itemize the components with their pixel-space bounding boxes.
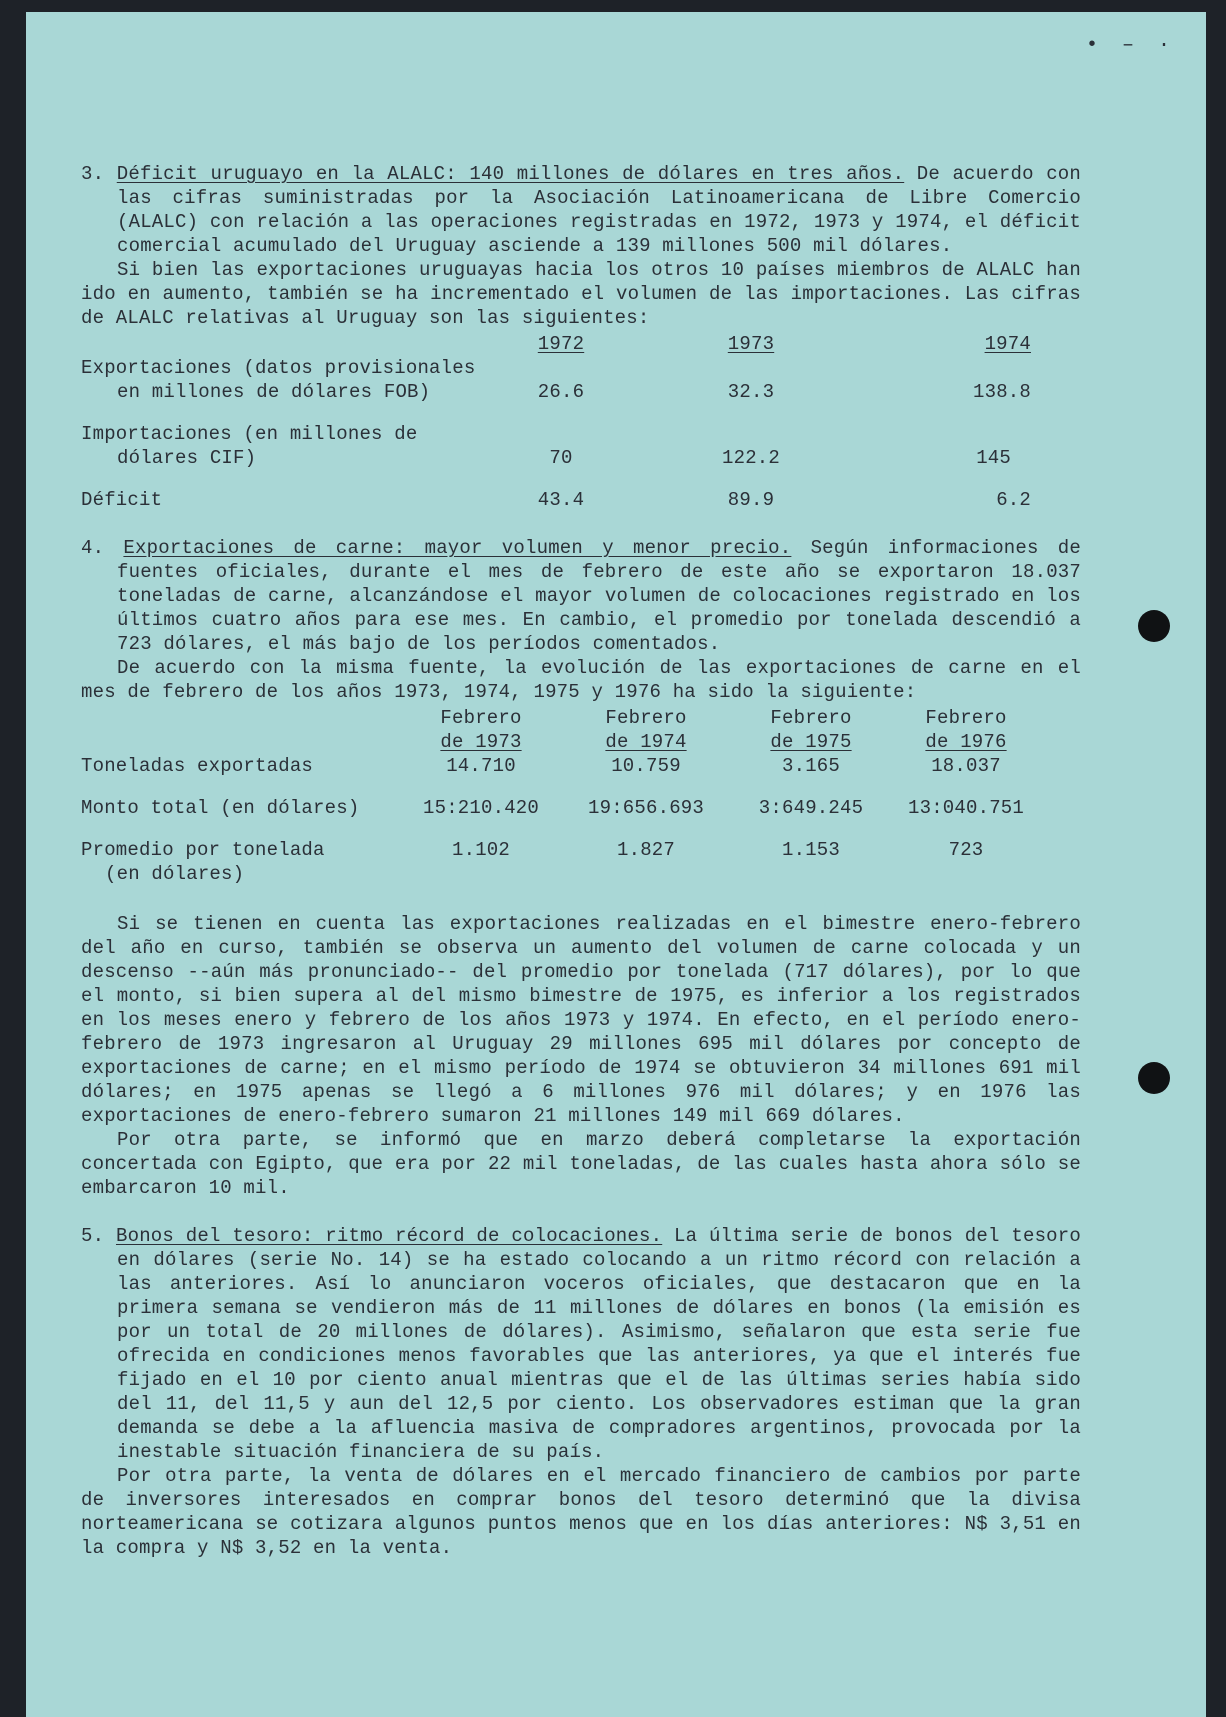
- section-paragraph: De acuerdo con las cifras suministradas por la Asociación Latinoamericana de Libre Comercio (ALALC) con relación a las operaciones registradas en 1972, 1973 y 1974, el déficit comercial acumulado del Uruguay asciende a 139 millones 500 mil dólares.: [117, 163, 1081, 257]
- table-row: [81, 422, 1041, 446]
- row-label: Importaciones (en millones de: [81, 423, 418, 445]
- column-header: de 1975: [770, 731, 852, 753]
- row-label: dólares CIF): [117, 447, 257, 469]
- column-header: Febrero: [605, 707, 687, 729]
- column-header: de 1974: [605, 731, 687, 753]
- column-header: 1972: [537, 333, 585, 355]
- table-row: [81, 838, 1041, 862]
- section-3-lead: [81, 162, 1081, 258]
- meat-exports-table: [81, 706, 1041, 886]
- punch-hole-icon: [1138, 1062, 1170, 1094]
- table-cell: 43.4: [537, 489, 585, 511]
- document-body: [81, 162, 1081, 1560]
- table-header-row: [81, 332, 1041, 356]
- section-paragraph: Según informaciones de fuentes oficiales, durante el mes de febrero de este año se exportaron 18.037 toneladas de carne, alcanzándose el mayor volumen de colocaciones registrado en los últimos cuatro años para ese mes. En cambio, el promedio por tonelada descendió a 723 dólares, el más bajo de los períodos comentados.: [117, 537, 1081, 655]
- table-row: [81, 488, 1041, 512]
- column-header: de 1973: [440, 731, 522, 753]
- column-header: 1973: [727, 333, 775, 355]
- row-label: Monto total (en dólares): [81, 797, 360, 819]
- table-row: [81, 862, 1041, 886]
- section-4-lead: [81, 536, 1081, 656]
- table-cell: 32.3: [727, 381, 775, 403]
- table-cell: 18.037: [931, 755, 1001, 777]
- table-cell: 138.8: [972, 381, 1031, 403]
- table-header-row: [81, 706, 1041, 730]
- table-cell: 14.710: [446, 755, 516, 777]
- table-row: [81, 356, 1041, 380]
- row-label: Toneladas exportadas: [81, 755, 314, 777]
- section-number: 4.: [81, 537, 105, 559]
- section-paragraph: Por otra parte, la venta de dólares en el mercado financiero de cambios por parte de inversores interesados en comprar bonos del tesoro determinó que la divisa norteamericana se cotizara algunos puntos menos que en los días anteriores: N$ 3,51 en la compra y N$ 3,52 en la venta.: [81, 1465, 1081, 1559]
- table-cell: 1.827: [616, 839, 675, 861]
- table-header-row: [81, 730, 1041, 754]
- table-cell: 70: [549, 447, 573, 469]
- section-5: [81, 1224, 1081, 1560]
- table-cell: 26.6: [537, 381, 585, 403]
- section-3: [81, 162, 1081, 512]
- table-cell: 122.2: [721, 447, 780, 469]
- punch-hole-icon: [1138, 610, 1170, 642]
- row-label: Promedio por tonelada: [81, 839, 325, 861]
- section-paragraph: Si bien las exportaciones uruguayas hacia los otros 10 países miembros de ALALC han ido en aumento, también se ha incrementado el volumen de las importaciones. Las cifras de ALALC relativas al Uruguay son las siguientes:: [81, 259, 1081, 329]
- table-cell: 15:210.420: [422, 797, 540, 819]
- table-cell: 6.2: [996, 489, 1031, 511]
- table-cell: 3.165: [781, 755, 840, 777]
- table-cell: 3:649.245: [758, 797, 864, 819]
- table-cell: 145: [976, 447, 1011, 469]
- table-cell: 10.759: [611, 755, 681, 777]
- column-header: 1974: [984, 333, 1031, 355]
- column-header: Febrero: [770, 707, 852, 729]
- section-paragraph: De acuerdo con la misma fuente, la evolución de las exportaciones de carne en el mes de febrero de los años 1973, 1974, 1975 y 1976 ha sido la siguiente:: [81, 657, 1081, 703]
- column-header: Febrero: [925, 707, 1007, 729]
- column-header: de 1976: [925, 731, 1007, 753]
- section-number: 5.: [81, 1225, 105, 1247]
- column-header: Febrero: [440, 707, 522, 729]
- row-label: Déficit: [81, 489, 163, 511]
- corner-marks: • – ·: [1085, 34, 1176, 57]
- row-label: en millones de dólares FOB): [117, 381, 431, 403]
- table-row: [81, 380, 1041, 404]
- section-paragraph: La última serie de bonos del tesoro en dólares (serie No. 14) se ha estado colocando a un ritmo récord con relación a las anteriores. Así lo anunciaron voceros oficiales, que destacaron que en la primera semana se vendieron más de 11 millones de dólares en bonos (la emisión es por un total de 20 millones de dólares). Asimismo, señalaron que esta serie fue ofrecida en condiciones menos favorables que las anteriores, ya que el interés fue fijado en el 10 por ciento anual mientras que el de las últimas series había sido del 11, del 11,5 y aun del 12,5 por ciento. Los observadores estiman que la gran demanda se debe a la afluencia masiva de compradores argentinos, provocada por la inestable situación financiera de su país.: [117, 1225, 1081, 1463]
- table-cell: 13:040.751: [907, 797, 1025, 819]
- table-row: [81, 796, 1041, 820]
- section-paragraph: Si se tienen en cuenta las exportaciones realizadas en el bimestre enero-febrero del año en curso, también se observa un aumento del volumen de carne colocada y un descenso --aún más pronunciado-- del promedio por tonelada (717 dólares), por lo que el monto, si bien supera al del mismo bimestre de 1975, es inferior a los registrados en los meses enero y febrero de los años 1973 y 1974. En efecto, en el período enero-febrero de 1973 ingresaron al Uruguay 29 millones 695 mil dólares por concepto de exportaciones de carne; en el mismo período de 1974 se obtuvieron 34 millones 691 mil dólares; en 1975 apenas se llegó a 6 millones 976 mil dólares; y en 1976 las exportaciones de enero-febrero sumaron 21 millones 149 mil 669 dólares.: [81, 913, 1081, 1127]
- table-cell: 1.153: [781, 839, 840, 861]
- section-paragraph: Por otra parte, se informó que en marzo deberá completarse la exportación concertada con Egipto, que era por 22 mil toneladas, de las cuales hasta ahora sólo se embarcaron 10 mil.: [81, 1129, 1081, 1199]
- section-heading: Déficit uruguayo en la ALALC: 140 millones de dólares en tres años.: [116, 163, 905, 185]
- table-cell: 19:656.693: [587, 797, 705, 819]
- section-heading: Bonos del tesoro: ritmo récord de colocaciones.: [115, 1225, 663, 1247]
- table-row: [81, 754, 1041, 778]
- table-cell: 1.102: [451, 839, 510, 861]
- alalc-table: [81, 332, 1041, 512]
- section-4: [81, 536, 1081, 1200]
- table-cell: 89.9: [727, 489, 775, 511]
- row-label: Exportaciones (datos provisionales: [81, 357, 476, 379]
- section-5-lead: [81, 1224, 1081, 1464]
- section-number: 3.: [81, 163, 105, 185]
- table-row: [81, 446, 1041, 470]
- row-label: (en dólares): [105, 863, 245, 885]
- document-page: [26, 12, 1206, 1717]
- section-heading: Exportaciones de carne: mayor volumen y menor precio.: [123, 537, 792, 559]
- table-cell: 723: [948, 839, 984, 861]
